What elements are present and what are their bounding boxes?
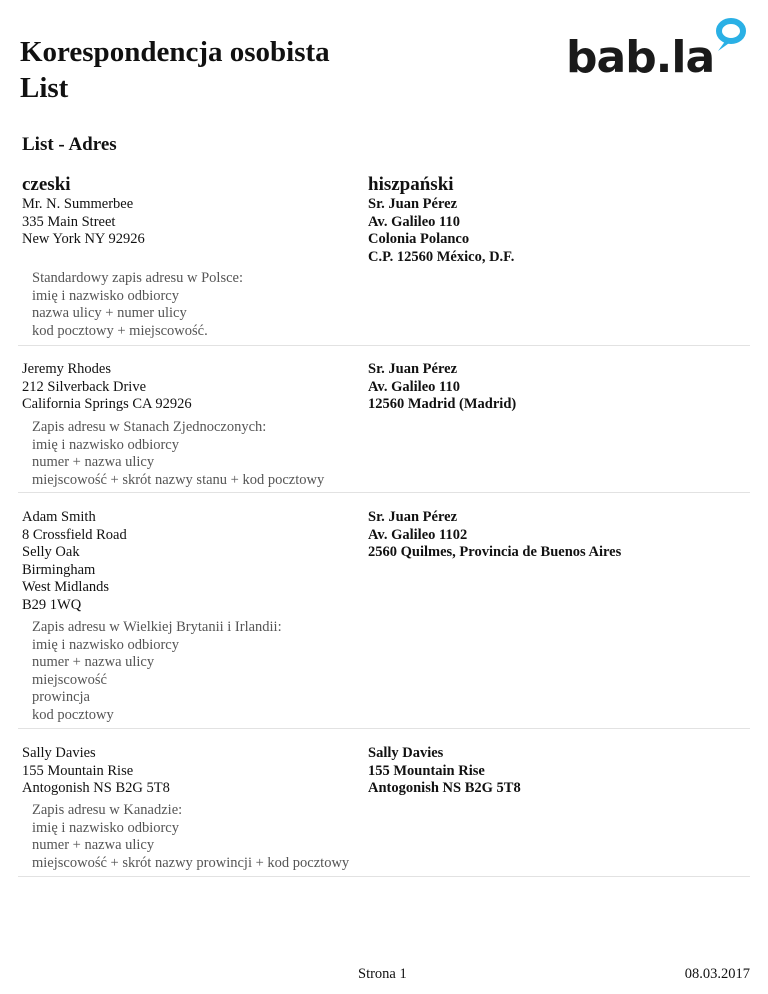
address-line: Sr. Juan Pérez (368, 361, 458, 377)
address-format-note (32, 802, 349, 872)
note-line: miejscowość + skrót nazwy stanu + kod pocztowy (32, 471, 325, 488)
address-line: California Springs CA 92926 (22, 396, 192, 413)
address-line: 335 Main Street (22, 213, 116, 230)
note-line: numer + nazwa ulicy (32, 454, 155, 471)
note-line: Standardowy zapis adresu w Polsce: (32, 270, 244, 286)
address-line: 155 Mountain Rise (22, 762, 134, 779)
note-line: kod pocztowy + miejscowość. (32, 322, 208, 339)
address-line: Av. Galileo 110 (368, 213, 460, 230)
entry-divider (18, 492, 750, 493)
address-format-note (32, 419, 324, 489)
address-line: Sally Davies (22, 745, 96, 761)
address-line: B29 1WQ (22, 596, 82, 613)
note-line: numer + nazwa ulicy (32, 654, 155, 671)
page-number: Strona 1 (358, 966, 407, 982)
title-line-1: Korespondencja osobista (20, 36, 330, 68)
babla-logo (566, 14, 756, 80)
source-address (22, 196, 145, 249)
address-line: Mr. N. Summerbee (22, 196, 134, 212)
title-line-2: List (20, 72, 69, 104)
address-line: C.P. 12560 México, D.F. (368, 248, 515, 265)
address-line: Selly Oak (22, 544, 80, 561)
address-line: Adam Smith (22, 509, 96, 525)
column-header-target-language: hiszpański (368, 174, 454, 195)
entry-divider (18, 728, 750, 729)
note-line: miejscowość + skrót nazwy prowincji + kod pocztowy (32, 854, 350, 871)
address-line: New York NY 92926 (22, 231, 145, 248)
address-line: Antogonish NS B2G 5T8 (22, 780, 170, 797)
address-line: 155 Mountain Rise (368, 762, 485, 779)
address-line: Birmingham (22, 561, 96, 578)
note-line: kod pocztowy (32, 706, 114, 723)
note-line: Zapis adresu w Wielkiej Brytanii i Irlandii: (32, 619, 282, 635)
source-address (22, 509, 127, 615)
address-line: 12560 Madrid (Madrid) (368, 396, 517, 413)
address-line: Av. Galileo 1102 (368, 526, 468, 543)
column-header-source-language: czeski (22, 174, 71, 195)
target-address (368, 196, 514, 266)
note-line: Zapis adresu w Stanach Zjednoczonych: (32, 419, 267, 435)
document-date: 08.03.2017 (684, 966, 750, 982)
page-title (20, 34, 330, 106)
note-line: numer + nazwa ulicy (32, 837, 155, 854)
target-address (368, 509, 621, 562)
section-title: List - Adres (22, 134, 117, 155)
address-format-note (32, 270, 243, 340)
address-line: Sr. Juan Pérez (368, 509, 458, 525)
note-line: miejscowość (32, 671, 107, 688)
target-address (368, 361, 516, 414)
entry-divider (18, 876, 750, 877)
address-line: West Midlands (22, 579, 110, 596)
address-line: 2560 Quilmes, Provincia de Buenos Aires (368, 544, 622, 561)
note-line: nazwa ulicy + numer ulicy (32, 305, 187, 322)
entry-divider (18, 345, 750, 346)
note-line: imię i nazwisko odbiorcy (32, 636, 179, 653)
note-line: Zapis adresu w Kanadzie: (32, 802, 183, 818)
address-line: Colonia Polanco (368, 231, 470, 248)
address-line: 8 Crossfield Road (22, 526, 127, 543)
note-line: imię i nazwisko odbiorcy (32, 436, 179, 453)
note-line: imię i nazwisko odbiorcy (32, 287, 179, 304)
source-address (22, 745, 170, 798)
source-address (22, 361, 192, 414)
address-line: 212 Silverback Drive (22, 378, 147, 395)
address-line: Sally Davies (368, 745, 444, 761)
speech-bubble-icon (718, 21, 743, 51)
note-line: imię i nazwisko odbiorcy (32, 819, 179, 836)
target-address (368, 745, 521, 798)
address-line: Antogonish NS B2G 5T8 (368, 780, 521, 797)
address-format-note (32, 619, 282, 725)
address-line: Sr. Juan Pérez (368, 196, 458, 212)
logo-text: bab.la (566, 32, 715, 80)
address-line: Jeremy Rhodes (22, 361, 111, 377)
address-line: Av. Galileo 110 (368, 378, 460, 395)
note-line: prowincja (32, 689, 90, 706)
